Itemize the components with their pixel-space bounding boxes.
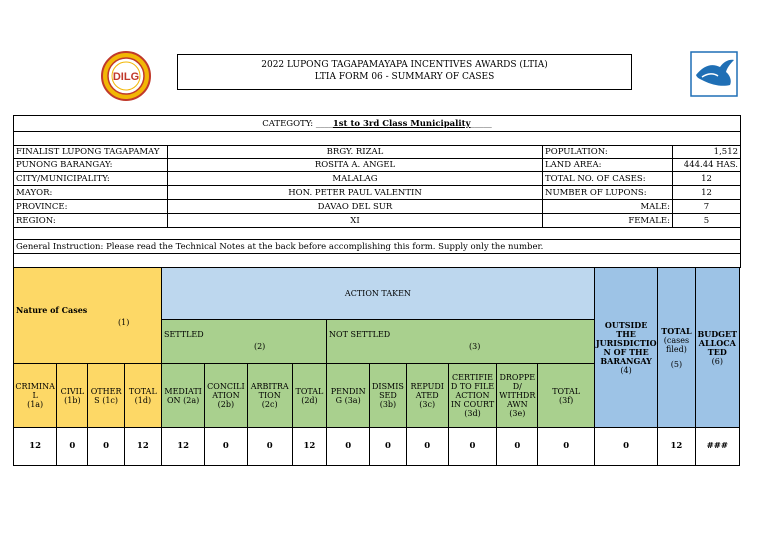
value-cell: 12 (14, 428, 57, 466)
form-title-line1: 2022 LUPONG TAGAPAMAYAPA INCENTIVES AWARDS (LTIA) (261, 60, 548, 70)
sub-header-conciliation: CONCILI ATION (2b) (205, 364, 247, 428)
summary-table (13, 267, 740, 466)
settled-header (161, 320, 326, 364)
value-cell: 0 (327, 428, 370, 466)
sub-header-dismissed: DISMIS SED (3b) (370, 364, 406, 428)
outside-jurisdiction-header (594, 268, 657, 428)
sub-header-certified: CERTIFIE D TO FILE ACTION IN COURT (3d) (448, 364, 496, 428)
dove-logo (690, 51, 738, 97)
total-cases-sub: (cases filed) (663, 335, 690, 354)
value-cell: 12 (292, 428, 326, 466)
info-label: LAND AREA: (543, 159, 673, 172)
info-row (14, 200, 741, 214)
nature-of-cases-header (14, 268, 162, 364)
info-value: XI (168, 214, 543, 228)
settled-num: (2) (253, 342, 266, 351)
info-value: 5 (673, 214, 741, 228)
info-label: FINALIST LUPONG TAGAPAMAY (14, 146, 168, 159)
sub-header-total-3f: TOTAL (3f) (538, 364, 594, 428)
budget-allocated-header (695, 268, 739, 428)
value-cell: 0 (88, 428, 124, 466)
value-cell: 0 (406, 428, 448, 466)
spacer-row (14, 132, 741, 146)
info-value: 444.44 HAS. (673, 159, 741, 172)
values-row (14, 428, 740, 466)
spacer-row (14, 254, 741, 268)
info-value: 12 (673, 186, 741, 200)
value-cell: ### (695, 428, 739, 466)
budget-num: (6) (711, 356, 723, 366)
category-row: CATEGOTY: ____1st to 3rd Class Municipality_____ (14, 116, 741, 132)
value-cell: 0 (57, 428, 88, 466)
total-cases-filed-header (658, 268, 695, 428)
info-value: BRGY. RIZAL (168, 146, 543, 159)
sub-header-arbitration: ARBITRA TION (2c) (247, 364, 292, 428)
info-label: POPULATION: (543, 146, 673, 159)
info-value: 7 (673, 200, 741, 214)
sub-header-total-1d: TOTAL (1d) (124, 364, 161, 428)
total-cases-num: (5) (670, 359, 683, 369)
sub-header-repudiated: REPUDI ATED (3c) (406, 364, 448, 428)
category-label: CATEGOTY: (262, 118, 314, 129)
value-cell: 12 (658, 428, 695, 466)
info-value: MALALAG (168, 172, 543, 186)
info-label: MALE: (543, 200, 673, 214)
form-title-box (177, 54, 632, 90)
settled-label: SETTLED (163, 330, 204, 339)
value-cell: 0 (370, 428, 406, 466)
not-settled-label: NOT SETTLED (329, 330, 391, 339)
info-row (14, 146, 741, 159)
sub-header-others: OTHER S (1c) (88, 364, 124, 428)
info-table (13, 115, 741, 268)
form-title-line2: LTIA FORM 06 - SUMMARY OF CASES (314, 72, 495, 82)
sub-header-civil: CIVIL (1b) (57, 364, 88, 428)
info-value: 1,512 (673, 146, 741, 159)
info-label: TOTAL NO. OF CASES: (543, 172, 673, 186)
sub-header-total-2d: TOTAL (2d) (292, 364, 326, 428)
info-row (14, 159, 741, 172)
value-cell: 0 (538, 428, 594, 466)
value-cell: 0 (205, 428, 247, 466)
info-label: PROVINCE: (14, 200, 168, 214)
total-cases-label: TOTAL (661, 325, 692, 336)
value-cell: 0 (497, 428, 538, 466)
value-cell: 12 (161, 428, 204, 466)
info-label: MAYOR: (14, 186, 168, 200)
outside-jurisdiction-num: (4) (620, 365, 632, 375)
value-cell: 12 (124, 428, 161, 466)
sub-header-pending: PENDIN G (3a) (327, 364, 370, 428)
value-cell: 0 (594, 428, 657, 466)
info-value: ROSITA A. ANGEL (168, 159, 543, 172)
sub-header-dropped: DROPPE D/ WITHDR AWN (3e) (497, 364, 538, 428)
category-value: 1st to 3rd Class Municipality (332, 118, 471, 129)
not-settled-num: (3) (469, 342, 481, 351)
dilg-logo (101, 51, 151, 101)
value-cell: 0 (448, 428, 496, 466)
spacer-row (14, 228, 741, 240)
general-instruction: General Instruction: Please read the Technical Notes at the back before accomplishing this form. Supply only the number. (14, 240, 741, 254)
nature-of-cases-label: Nature of Cases (16, 305, 88, 315)
info-label: CITY/MUNICIPALITY: (14, 172, 168, 186)
sub-header-mediation: MEDIATI ON (2a) (161, 364, 204, 428)
sub-header-criminal: CRIMINA L (1a) (14, 364, 57, 428)
dilg-logo-text: DILG (112, 71, 140, 83)
not-settled-header (327, 320, 595, 364)
value-cell: 0 (247, 428, 292, 466)
info-label: FEMALE: (543, 214, 673, 228)
info-label: PUNONG BARANGAY: (14, 159, 168, 172)
info-value: HON. PETER PAUL VALENTIN (168, 186, 543, 200)
info-label: REGION: (14, 214, 168, 228)
info-row (14, 172, 741, 186)
info-label: NUMBER OF LUPONS: (543, 186, 673, 200)
outside-jurisdiction-label: OUTSIDE THE JURISDICTIO N OF THE BARANGAY (595, 319, 657, 366)
nature-of-cases-num: (1) (118, 318, 130, 327)
action-taken-header: ACTION TAKEN (161, 268, 594, 320)
info-row (14, 186, 741, 200)
info-value: 12 (673, 172, 741, 186)
info-value: DAVAO DEL SUR (168, 200, 543, 214)
info-row (14, 214, 741, 228)
budget-label: BUDGET ALLOCA TED (697, 328, 738, 357)
